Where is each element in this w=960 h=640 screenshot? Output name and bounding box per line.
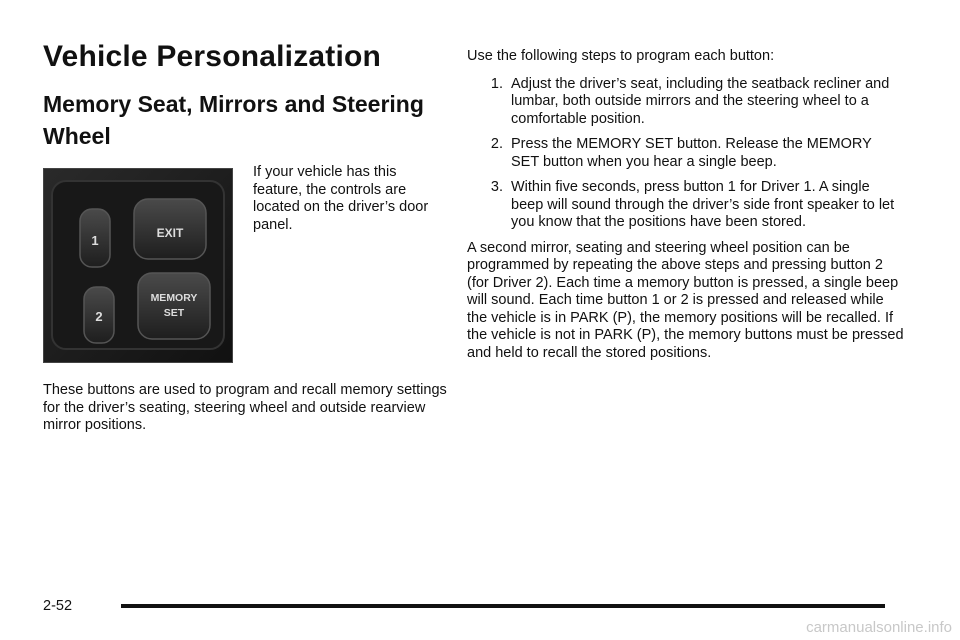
step-item [467,76,907,129]
steps-intro: Use the following steps to program each button: [467,48,775,64]
button-1-label: 1 [91,233,99,248]
watermark: carmanualsonline.info [806,619,952,636]
page-number: 2-52 [43,598,73,614]
button-2-label: 2 [95,309,103,324]
buttons-description: These buttons are used to program and recall memory settings for the driver’s seating, steering wheel and outside rearview mirror positions. [43,382,447,433]
step-text: Adjust the driver’s seat, including the seatback recliner and lumbar, both outside mirrors and the steering wheel to a comfortable position. [511,75,890,127]
exit-key-label: EXIT [156,226,184,240]
step-item [467,179,907,232]
step-number: 2. [490,136,503,152]
footer-rule [121,604,885,608]
step-number: 3. [490,179,503,195]
button-1-key [80,209,110,267]
programming-steps [467,76,907,232]
step-text: Within five seconds, press button 1 for Driver 1. A single beep will sound through the driver’s side front speaker to let you know that the positions have been stored. [511,179,895,230]
page-title: Vehicle Personalization [43,40,382,73]
step-text: Press the MEMORY SET button. Release the MEMORY SET button when you hear a single beep. [511,136,872,170]
set-key-label: SET [163,307,185,319]
right-column [467,48,907,362]
second-driver-paragraph: A second mirror, seating and steering wheel position can be programmed by repeating the above steps and pressing button 2 (for Driver 2). Each time a memory button is pressed, a single beep will sound. Each time button 1 or 2 is pressed and released while the vehicle is in PARK (P), the memory positions will be recalled. If the vehicle is not in PARK (P), the memory buttons must be pressed and held to recall the stored positions. [467,239,904,361]
memory-set-key [138,273,210,339]
step-item [467,136,907,171]
memory-buttons-illustration [43,168,233,363]
door-panel-photo [44,169,232,362]
figure-caption: If your vehicle has this feature, the controls are located on the driver’s door panel. [253,164,429,233]
step-number: 1. [490,75,503,92]
memory-key-label: MEMORY [150,292,198,304]
exit-key [134,199,206,259]
button-2-key [84,287,114,343]
section-heading: Memory Seat, Mirrors and Steering Wheel [43,91,424,149]
